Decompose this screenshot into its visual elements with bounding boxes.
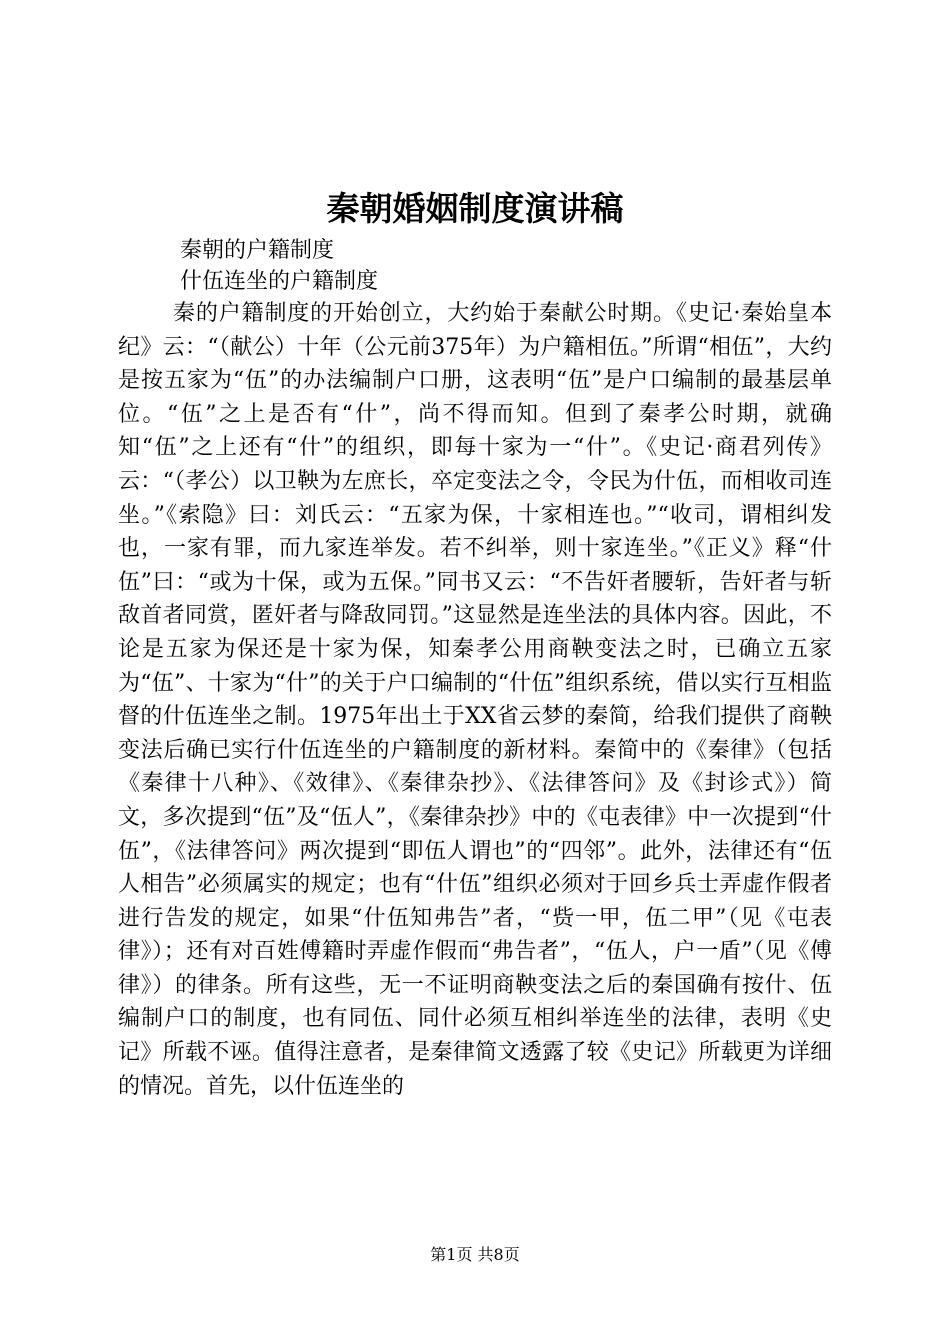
body-paragraph: 秦的户籍制度的开始创立，大约始于秦献公时期。《史记·秦始皇本纪》云：“（献公）十年（公元前375年）为户籍相伍。”所谓“相伍”，大约是按五家为“伍”的办法编制户口册，这表明“伍”是户口编制的最基层单位。“伍”之上是否有“什”，尚不得而知。但到了秦孝公时期，就确知“伍”之上还有“什”的组织，即每十家为一“什”。《史记·商君列传》云：“（孝公）以卫鞅为左庶长，卒定变法之令，令民为什伍，而相收司连坐。”《索隐》曰：刘氏云：“五家为保，十家相连也。”“收司，谓相纠发也，一家有罪，而九家连举发。若不纠举，则十家连坐。”《正义》释“什伍”曰：“或为十保，或为五保。”同书又云：“不告奸者腰斩，告奸者与斩敌首者同赏，匿奸者与降敌同罚。”这显然是连坐法的具体内容。因此，不论是五家为保还是十家为保，知秦孝公用商鞅变法之时，已确立五家为“伍”、十家为“什”的关于户口编制的“什伍”组织系统，借以实行互相监督的什伍连坐之制。1975年出土于XX省云梦的秦简，给我们提供了商鞅变法后确已实行什伍连坐的户籍制度的新材料。秦简中的《秦律》（包括《秦律十八种》、《效律》、《秦律杂抄》、《法律答问》及《封诊式》）简文，多次提到“伍”及“伍人”，《秦律杂抄》中的《屯表律》中一次提到“什伍”，《法律答问》两次提到“即伍人谓也”的“四邻”。此外，法律还有“伍人相告”必须属实的规定；也有“什伍”组织必须对于回乡兵士弄虚作假者进行告发的规定，如果“什伍知弗告”者，“赀一甲，伍二甲”（见《屯表律》）；还有对百姓傅籍时弄虚作假而“弗告者”，“伍人，户一盾”（见《傅律》）的律条。所有这些，无一不证明商鞅变法之后的秦国确有按什、伍编制户口的制度，也有同伍、同什必须互相纠举连坐的法律，表明《史记》所载不诬。值得注意者，是秦律简文透露了较《史记》所载更为详细的情况。首先，以什伍连坐的 [118, 301, 832, 1099]
page-footer: 第1页 共8页 [430, 1245, 520, 1264]
section-heading-household-registration: 秦朝的户籍制度 [180, 238, 335, 263]
document-title: 秦朝婚姻制度演讲稿 [326, 189, 624, 228]
section-subheading-shiwu-system: 什伍连坐的户籍制度 [180, 269, 379, 294]
